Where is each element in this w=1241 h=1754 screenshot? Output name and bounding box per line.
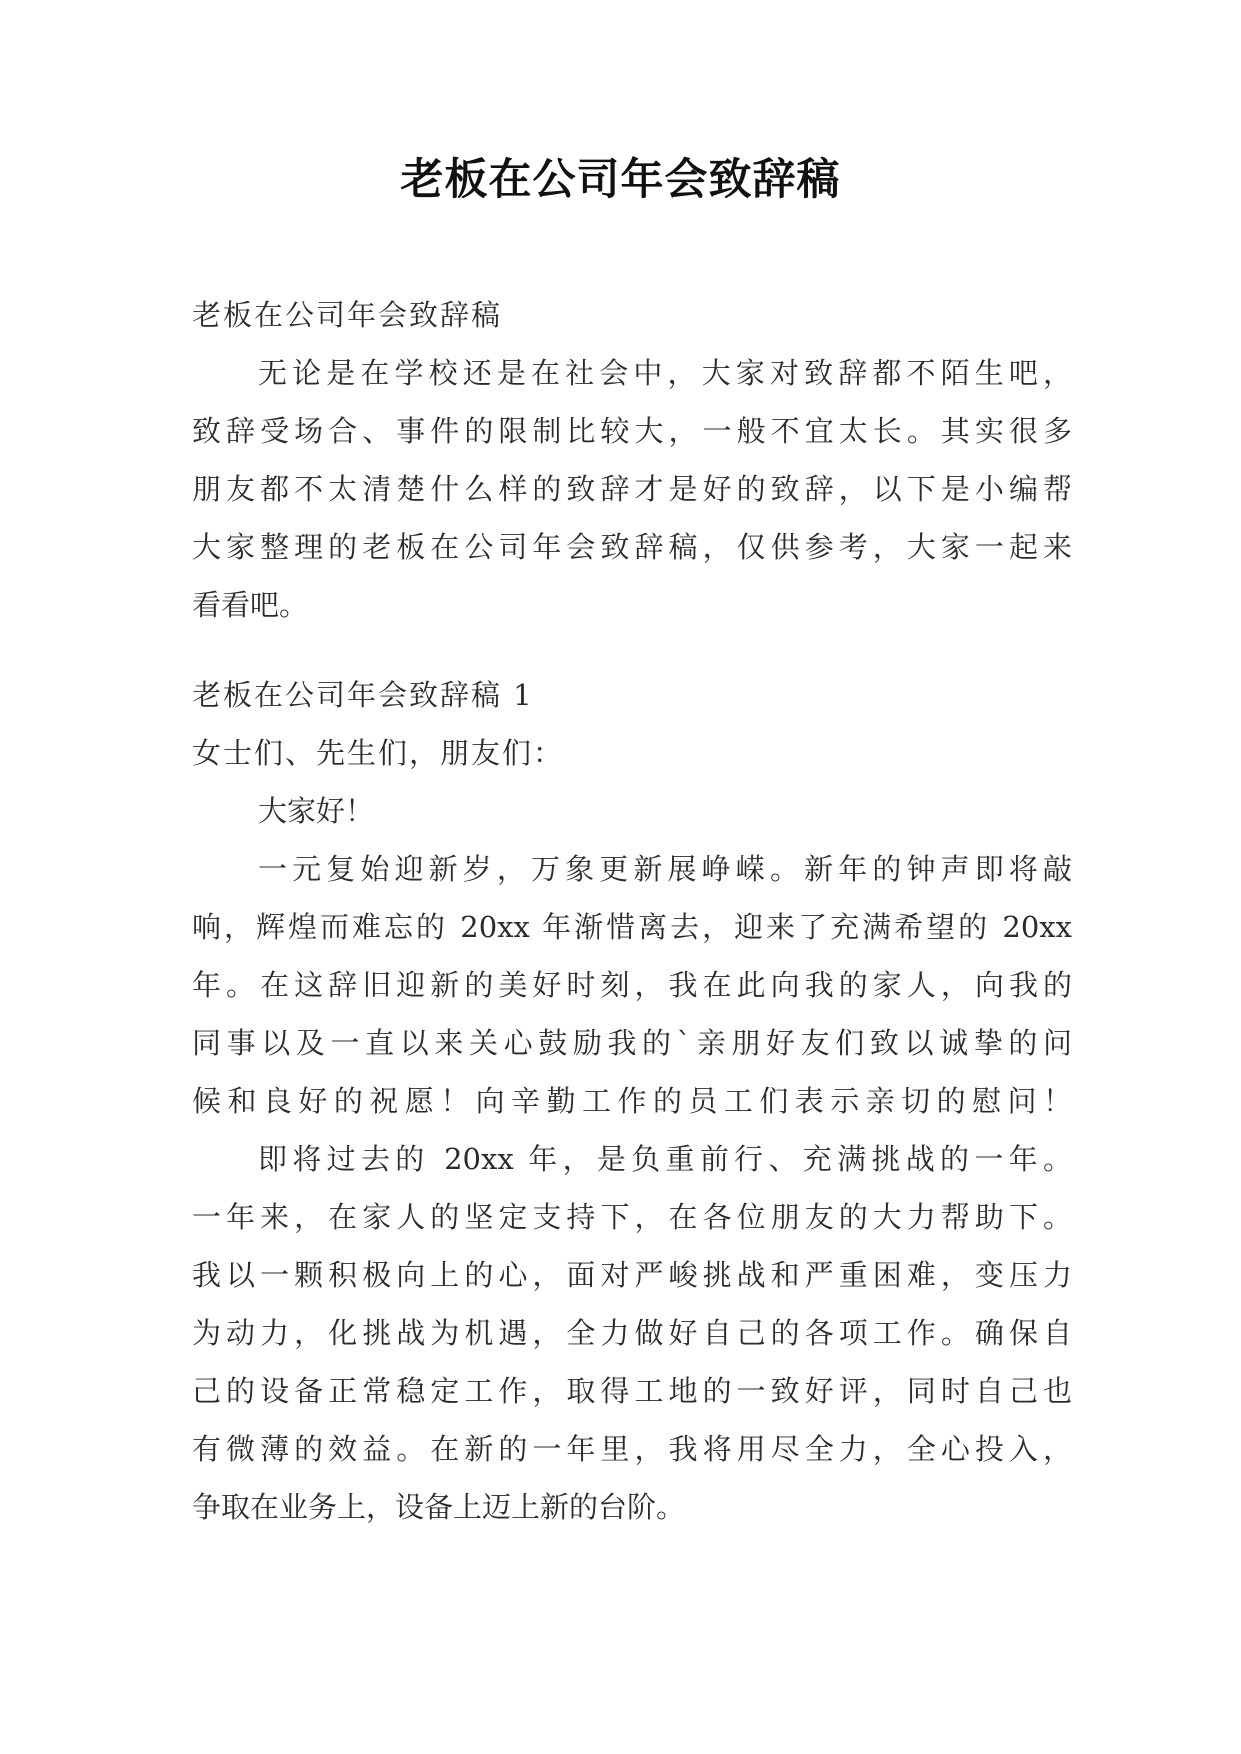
paragraph2-line: 有微薄的效益。在新的一年里，我将用尽全力，全心投入， bbox=[192, 1432, 1072, 1466]
intro-line: 朋友都不太清楚什么样的致辞才是好的致辞，以下是小编帮 bbox=[192, 472, 1072, 506]
intro-line: 致辞受场合、事件的限制比较大，一般不宜太长。其实很多 bbox=[192, 414, 1072, 448]
section-heading: 老板在公司年会致辞稿 1 bbox=[192, 678, 534, 712]
intro-line: 无论是在学校还是在社会中，大家对致辞都不陌生吧， bbox=[258, 356, 1072, 390]
section-spacer bbox=[192, 634, 1072, 666]
document-title: 老板在公司年会致辞稿 bbox=[400, 155, 841, 205]
paragraph1-line: 同事以及一直以来关心鼓励我的`亲朋好友们致以诚挚的问 bbox=[192, 1026, 1072, 1060]
paragraph2-line: 我以一颗积极向上的心，面对严峻挑战和严重困难，变压力 bbox=[192, 1258, 1072, 1292]
paragraph2-line: 即将过去的 20xx 年，是负重前行、充满挑战的一年。 bbox=[258, 1142, 1072, 1176]
subtitle: 老板在公司年会致辞稿 bbox=[192, 298, 503, 332]
document-body bbox=[192, 286, 1072, 1536]
paragraph1-line: 一元复始迎新岁，万象更新展峥嵘。新年的钟声即将敲 bbox=[258, 852, 1072, 886]
paragraph1-line: 响，辉煌而难忘的 20xx 年渐惜离去，迎来了充满希望的 20xx bbox=[192, 910, 1072, 944]
intro-line: 大家整理的老板在公司年会致辞稿，仅供参考，大家一起来 bbox=[192, 530, 1072, 564]
paragraph1-line: 年。在这辞旧迎新的美好时刻，我在此向我的家人，向我的 bbox=[192, 968, 1072, 1002]
salutation: 女士们、先生们，朋友们： bbox=[192, 736, 565, 770]
intro-line: 看看吧。 bbox=[192, 588, 309, 622]
greeting: 大家好！ bbox=[258, 794, 375, 828]
paragraph1-line: 候和良好的祝愿！向辛勤工作的员工们表示亲切的慰问！ bbox=[192, 1084, 1072, 1118]
paragraph2-line: 为动力，化挑战为机遇，全力做好自己的各项工作。确保自 bbox=[192, 1316, 1072, 1350]
paragraph2-line: 争取在业务上，设备上迈上新的台阶。 bbox=[192, 1490, 686, 1524]
paragraph2-line: 一年来，在家人的坚定支持下，在各位朋友的大力帮助下。 bbox=[192, 1200, 1072, 1234]
paragraph2-line: 己的设备正常稳定工作，取得工地的一致好评，同时自己也 bbox=[192, 1374, 1072, 1408]
